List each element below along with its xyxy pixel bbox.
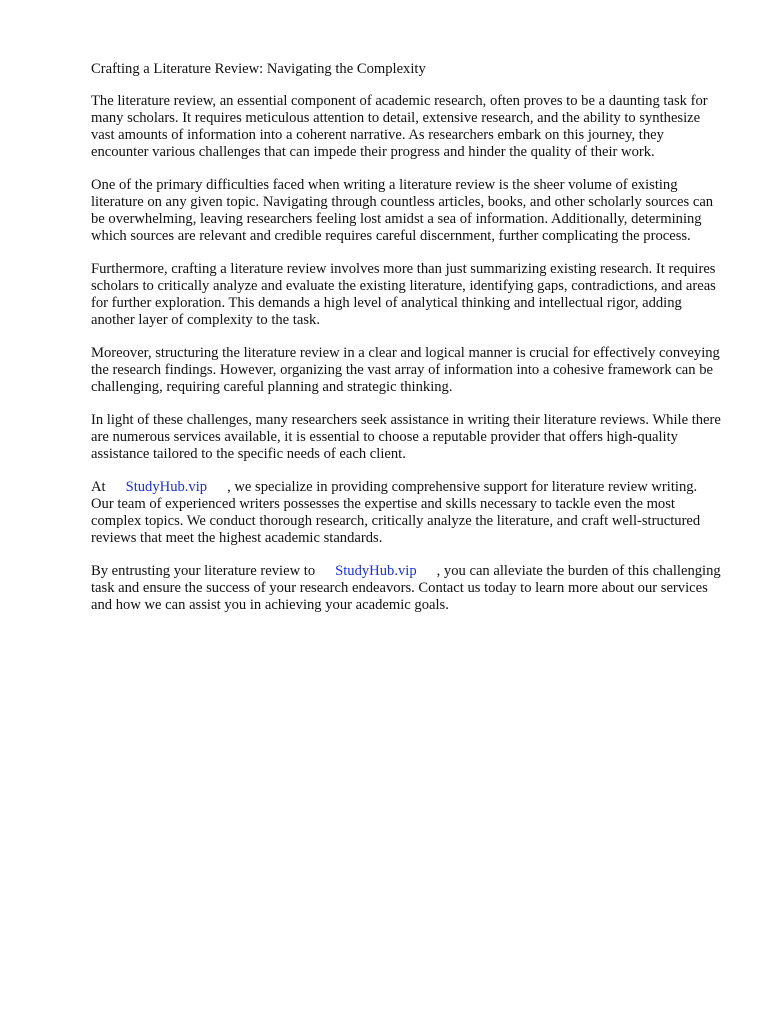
document-title: Crafting a Literature Review: Navigating the Complexity (91, 61, 426, 77)
paragraph-closing-lead: By entrusting your literature review to (91, 563, 316, 579)
paragraph-structure: Moreover, structuring the literature review in a clear and logical manner is crucial for effectively conveying the research findings. However, organizing the vast array of information into a cohesive framework can be challenging, requiring careful planning and strategic thinking. (91, 345, 720, 395)
paragraph-intro: The literature review, an essential component of academic research, often proves to be a daunting task for many scholars. It requires meticulous attention to detail, extensive research, and the ability to synthesize vast amounts of information into a coherent narrative. As researchers embark on this journey, they encounter various challenges that can impede their progress and hinder the quality of their work. (91, 93, 708, 160)
document-page (91, 61, 723, 630)
paragraph-closing (91, 563, 723, 614)
studyhub-link[interactable]: StudyHub.vip (125, 479, 208, 495)
studyhub-link-closing[interactable]: StudyHub.vip (335, 563, 417, 579)
paragraph-assistance: In light of these challenges, many researchers seek assistance in writing their literature reviews. While there are numerous services available, it is essential to choose a reputable provider that offers high-quality assistance tailored to the specific needs of each client. (91, 412, 721, 462)
paragraph-service-body: , we specialize in providing comprehensive support for literature review writing. Our team of experienced writers possesses the expertise and skills necessary to tackle even the most complex topics. We conduct thorough research, critically analyze the literature, and craft well-structured reviews that meet the highest academic standards. (91, 479, 701, 546)
paragraph-service (91, 479, 723, 547)
paragraph-analysis: Furthermore, crafting a literature review involves more than just summarizing existing research. It requires scholars to critically analyze and evaluate the existing literature, identifying gaps, contradictions, and areas for further exploration. This demands a high level of analytical thinking and intellectual rigor, adding another layer of complexity to the task. (91, 261, 716, 328)
paragraph-difficulties: One of the primary difficulties faced when writing a literature review is the sheer volume of existing literature on any given topic. Navigating through countless articles, books, and other scholarly sources can be overwhelming, leaving researchers feeling lost amidst a sea of information. Additionally, determining which sources are relevant and credible requires careful discernment, further complicating the process. (91, 177, 714, 244)
paragraph-service-lead: At (91, 479, 106, 495)
paragraph-closing-body: , you can alleviate the burden of this challenging task and ensure the success of your research endeavors. Contact us today to learn more about our services and how we can assist you in achieving your academic goals. (91, 563, 721, 613)
